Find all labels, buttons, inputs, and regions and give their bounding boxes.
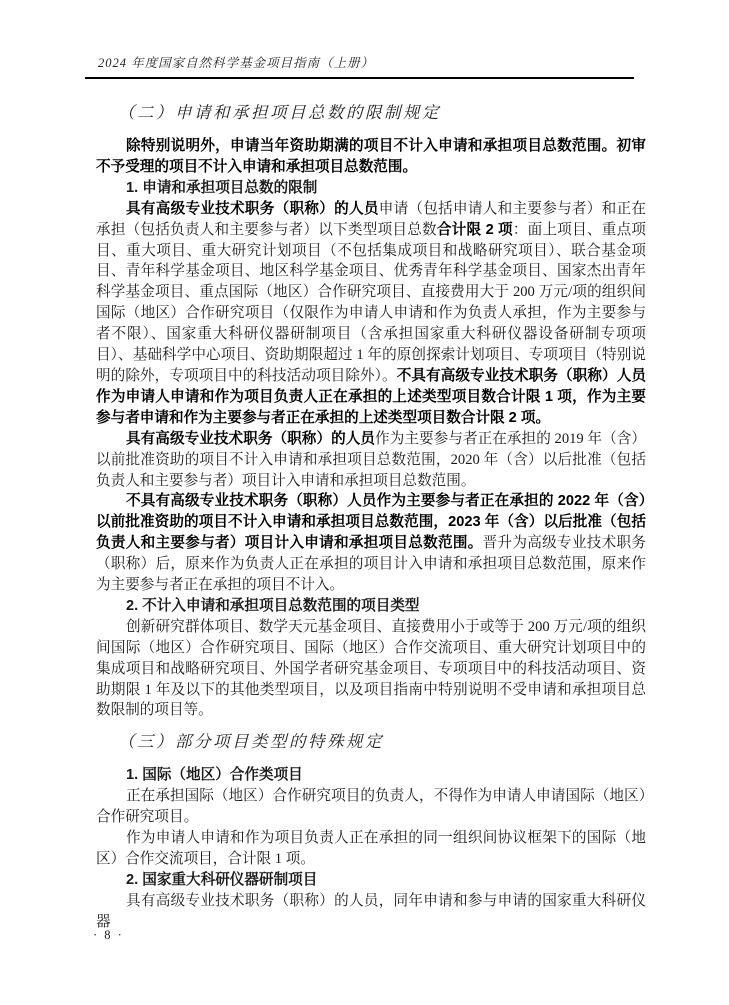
text-run: 申请（包括申请人和主要参与者）和正在承担（包括负责人和主要参与者）以下类型项目总数: [96, 200, 646, 238]
footer-page-number: · 8 ·: [93, 928, 124, 942]
text-run: 作为申请人申请和作为项目负责人正在承担的同一组织间协议框架下的国际（地区）合作交流项目，合计限 1 项。: [96, 830, 646, 867]
document-body: [96, 94, 646, 933]
paragraph: [96, 136, 646, 178]
bold-text-run: 除特别说明外，申请当年资助期满的项目不计入申请和承担项目总数范围。初审不予受理的项目不计入申请和承担项目总数范围。: [96, 138, 646, 175]
section-heading: （二）申请和承担项目总数的限制规定: [118, 103, 441, 122]
text-run: 创新研究群体项目、数学天元基金项目、直接费用小于或等于 200 万元/项的组织间国际（地区）合作研究项目、国际（地区）合作交流项目、重大研究计划项目中的集成项目和战略研究项目、外国学者研究基金项目、专项项目中的科技活动项目、资助期限 1 年及以下的其他类型项目，以及项目指南中特别说明不受申请和承担项目总数限制的项目等。: [96, 618, 646, 719]
paragraph: [96, 429, 646, 492]
paragraph: [96, 491, 646, 596]
bold-text-run: 不具有高级专业技术职务（职称）人员作为申请人申请和作为项目负责人正在承担的上述类型项目数合计限 1 项，作为主要参与者申请和作为主要参与者正在承担的上述类型项目数合计限 2 项。: [96, 367, 646, 426]
paragraph: [96, 199, 646, 429]
numbered-heading: 2. 国家重大科研仪器研制项目: [126, 871, 318, 888]
paragraph: [96, 828, 646, 870]
text-run: 具有高级专业技术职务（职称）的人员，同年申请和参与申请的国家重大科研仪器: [96, 892, 646, 930]
section-heading: （三）部分项目类型的特殊规定: [118, 732, 384, 752]
bold-text-run: 不具有高级专业技术职务（职称）人员作为主要参与者正在承担的 2022 年（含）以前批准资助的项目不计入申请和承担项目总数范围，2023 年（含）以后批准（包括负责人和主要参与者）项目计入申请和承担项目总数范围。: [96, 493, 646, 552]
running-header-title: 2024 年度国家自然科学基金项目指南（上册）: [98, 56, 375, 70]
paragraph: [96, 786, 646, 828]
text-run: 晋升为高级专业技术职务（职称）后，原来作为负责人正在承担的项目计入申请和承担项目总数范围，原来作为主要参与者正在承担的项目不计入。: [96, 535, 646, 594]
bold-text-run: 具有高级专业技术职务（职称）的人员: [126, 200, 379, 217]
numbered-heading: 1. 申请和承担项目总数的限制: [126, 179, 318, 196]
paragraph: [96, 891, 646, 933]
numbered-heading: 2. 不计入申请和承担项目总数范围的项目类型: [126, 597, 420, 614]
bold-text-run: 具有高级专业技术职务（职称）的人员: [126, 430, 376, 447]
text-run: ：面上项目、重点项目、重大项目、重大研究计划项目（不包括集成项目和战略研究项目）、联合基金项目、青年科学基金项目、地区科学基金项目、优秀青年科学基金项目、国家杰出青年科学基金项目、重点国际（地区）合作研究项目、直接费用大于 200 万元/项的组织间国际（地区）合作研究项目（仅限作为申请人申请和作为负责人承担，作为主要参与者不限）、国家重大科研仪器研制项目（含承担国家重大科研仪器设备研制专项项目）、基础科学中心项目、资助期限超过 1 年的原创探索计划项目、专项项目（特别说明的除外，专项项目中的科技活动项目除外）。: [96, 221, 646, 384]
header-rule: [85, 77, 634, 79]
text-run: 作为主要参与者正在承担的 2019 年（含）以前批准资助的项目不计入申请和承担项目总数范围，2020 年（含）以后批准（包括负责人和主要参与者）项目计入申请和承担项目总数范围。: [96, 430, 646, 489]
bold-text-run: 合计限 2 项: [436, 221, 513, 238]
paragraph: [96, 617, 646, 722]
numbered-heading: 1. 国际（地区）合作类项目: [126, 767, 303, 784]
text-run: 正在承担国际（地区）合作研究项目的负责人，不得作为申请人申请国际（地区）合作研究项目。: [96, 788, 646, 826]
